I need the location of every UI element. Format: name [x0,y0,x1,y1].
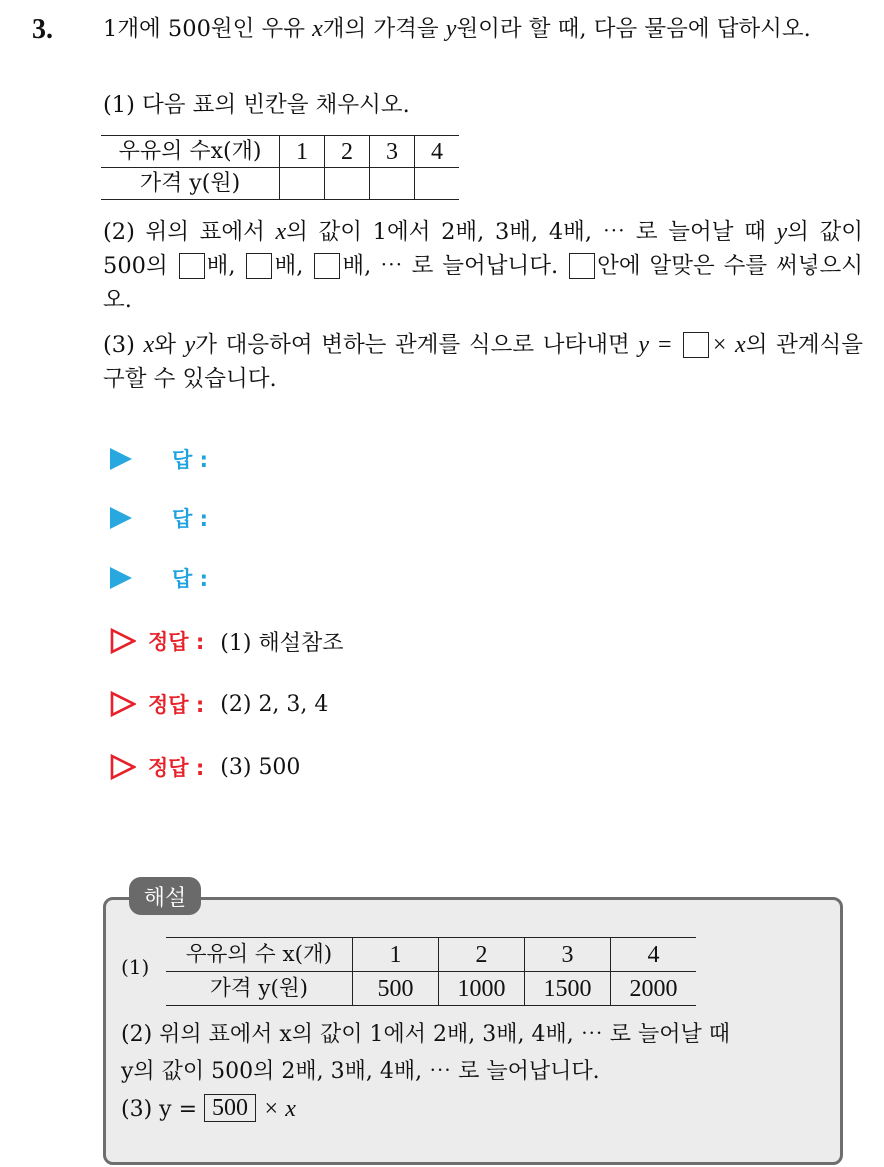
table-value-cell: 2000 [611,972,697,1006]
correct-value: (1) 해설참조 [220,630,344,656]
table-value-cell: 500 [353,972,439,1006]
answer-arrow-icon [110,567,132,589]
table-col-4: 4 [415,136,460,168]
answer-arrow-icon [110,507,132,529]
answer-blank-box [569,253,595,279]
correct-arrow-icon [110,754,136,780]
answer-line-2[interactable] [110,500,208,536]
table-row-label: 가격 y(원) [166,972,353,1006]
correct-answer-2 [110,686,328,722]
correct-value: (2) 2, 3, 4 [220,691,329,717]
correct-label: 정답 : [148,630,205,654]
answer-arrow-icon [110,448,132,470]
table-blank-cell[interactable] [280,168,325,200]
answer-blank-box[interactable] [314,253,340,279]
question-table [101,135,459,200]
table-header-label: 우유의 수 x(개) [166,938,353,972]
part2-text: (2) 위의 표에서 x의 값이 1에서 2배, 3배, 4배, ⋯ 로 늘어날 때 y의 값이 500의 배, 배, 배, ⋯ 로 늘어납니다. 안에 알맞은 수를 써넣으시오. [103,219,864,313]
table-col-1: 1 [353,938,439,972]
explanation-tab: 해설 [129,877,201,915]
table-value-cell: 1500 [525,972,611,1006]
answer-label: 답 : [172,567,208,591]
explanation-part3: (3) y = 500 × x [121,1095,296,1122]
correct-label: 정답 : [148,756,205,780]
table-col-1: 1 [280,136,325,168]
answer-blank-box[interactable] [683,332,709,358]
table-col-3: 3 [525,938,611,972]
correct-label: 정답 : [148,693,205,717]
table-blank-cell[interactable] [415,168,460,200]
answer-blank-box[interactable] [179,253,205,279]
boxed-answer: 500 [204,1094,256,1122]
answer-line-3[interactable] [110,560,208,596]
table-col-2: 2 [325,136,370,168]
explanation-part2-line2: y의 값이 500의 2배, 3배, 4배, ⋯ 로 늘어납니다. [121,1059,600,1084]
table-col-2: 2 [439,938,525,972]
table-col-3: 3 [370,136,415,168]
table-col-4: 4 [611,938,697,972]
correct-arrow-icon [110,691,136,717]
explanation-part2-line1: (2) 위의 표에서 x의 값이 1에서 2배, 3배, 4배, ⋯ 로 늘어날 때 [121,1022,730,1047]
explanation-table [166,937,696,1006]
part1-instruction: (1) 다음 표의 빈칸을 채우시오. [103,92,410,118]
table-row-label: 가격 y(원) [101,168,280,200]
answer-blank-box[interactable] [246,253,272,279]
answer-label: 답 : [172,507,208,531]
explanation-part1-label: (1) [121,955,150,979]
part3-text: (3) x와 y가 대응하여 변하는 관계를 식으로 나타내면 y = × x의 관계식을 구할 수 있습니다. [103,332,864,392]
table-header-label: 우유의 수x(개) [101,136,280,168]
question-stem: 1개에 500원인 우유 x개의 가격을 y원이라 할 때, 다음 물음에 답하시오. [103,16,811,42]
table-blank-cell[interactable] [325,168,370,200]
correct-arrow-icon [110,628,136,654]
question-number: 3. [32,14,53,45]
table-blank-cell[interactable] [370,168,415,200]
correct-answer-3 [110,749,300,785]
correct-answer-1 [110,623,343,659]
correct-value: (3) 500 [220,754,301,780]
table-value-cell: 1000 [439,972,525,1006]
answer-label: 답 : [172,448,208,472]
answer-line-1[interactable] [110,441,208,477]
